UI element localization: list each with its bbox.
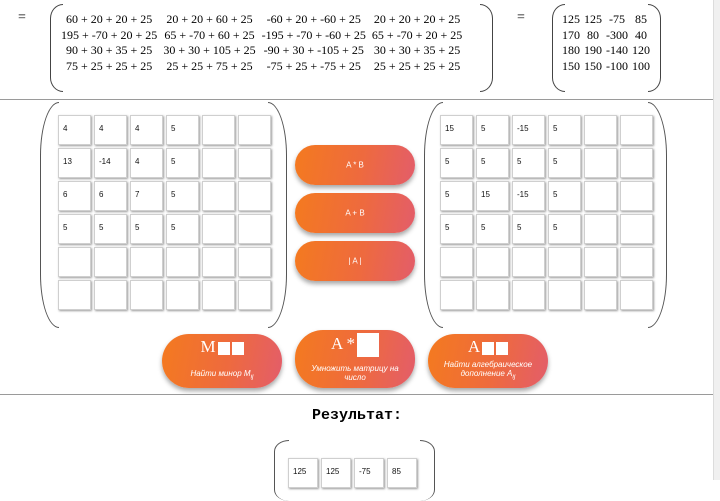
result-cell: -300 xyxy=(606,27,628,42)
expression-cell: 25 + 25 + 25 + 25 xyxy=(373,58,461,73)
matrix-a-cell[interactable]: 4 xyxy=(58,115,91,145)
matrix-a-cell[interactable]: 4 xyxy=(130,115,163,145)
result-matrix-right-paren xyxy=(420,440,435,501)
expression-cell: -60 + 20 + -60 + 25 xyxy=(266,12,361,26)
expression-cell: 65 + -70 + 60 + 25 xyxy=(164,27,255,42)
matrix-b-cell[interactable] xyxy=(584,115,617,145)
matrix-a-cell[interactable] xyxy=(238,148,271,178)
matrix-b-cell[interactable]: 5 xyxy=(548,181,581,211)
matrix-b-cell[interactable]: 5 xyxy=(476,214,509,244)
minor-symbol-letter: M xyxy=(200,337,216,356)
add-button-label: A + B xyxy=(345,208,365,218)
result-cell: 125 xyxy=(584,12,602,26)
expression-cell: 65 + -70 + 20 + 25 xyxy=(371,27,463,42)
matrix-a-left-paren xyxy=(40,102,59,328)
matrix-b-cell[interactable]: 5 xyxy=(548,214,581,244)
scalar-multiply-button[interactable] xyxy=(295,330,415,388)
result-cell: 80 xyxy=(587,27,599,42)
divider-top xyxy=(0,99,714,100)
matrix-b-right-paren xyxy=(648,102,667,328)
matrix-a-cell[interactable] xyxy=(238,280,271,310)
matrix-b-cell[interactable]: 5 xyxy=(476,148,509,178)
expression-cell: 90 + 30 + 35 + 25 xyxy=(66,43,153,58)
matrix-a-cell[interactable] xyxy=(238,115,271,145)
result-title: Результат: xyxy=(311,407,402,424)
matrix-a-cell[interactable] xyxy=(202,247,235,277)
matrix-b-cell[interactable] xyxy=(512,280,545,310)
cofactor-symbol xyxy=(428,337,548,357)
expression-cell: -90 + 30 + -105 + 25 xyxy=(263,43,364,58)
minor-index-j-box[interactable] xyxy=(232,342,244,355)
matrix-a-cell[interactable]: 5 xyxy=(166,115,199,145)
expression-cell: 60 + 20 + 20 + 25 xyxy=(66,12,153,26)
matrix-b-cell[interactable] xyxy=(476,247,509,277)
scalar-symbol xyxy=(295,333,415,357)
leading-equals-sign: = xyxy=(18,10,26,25)
result-matrix-grid xyxy=(288,458,417,488)
expression-cell: 20 + 20 + 60 + 25 xyxy=(166,12,253,26)
vertical-scrollbar[interactable] xyxy=(713,0,720,480)
matrix-b-cell[interactable] xyxy=(584,214,617,244)
result-cell: -100 xyxy=(606,58,628,73)
expression-cell: -75 + 25 + -75 + 25 xyxy=(266,58,361,73)
multiply-button[interactable] xyxy=(295,145,415,185)
result-cell: 180 xyxy=(562,43,580,58)
matrix-a-cell[interactable] xyxy=(202,115,235,145)
matrix-b-cell[interactable]: 5 xyxy=(548,115,581,145)
matrix-b-cell[interactable]: -15 xyxy=(512,181,545,211)
cofactor-index-j-box[interactable] xyxy=(496,342,508,355)
result-cell: 170 xyxy=(562,27,580,42)
result-cell: 150 xyxy=(584,58,602,73)
find-cofactor-button[interactable] xyxy=(428,334,548,388)
minor-caption-text: Найти минор M xyxy=(190,369,251,379)
matrix-b-cell[interactable] xyxy=(476,280,509,310)
result-cell: 40 xyxy=(635,27,647,42)
expression-matrix xyxy=(58,12,465,74)
matrix-a-cell[interactable]: 6 xyxy=(94,181,127,211)
matrix-b-cell[interactable] xyxy=(584,148,617,178)
result-cell: 85 xyxy=(635,12,647,26)
matrix-a-cell[interactable] xyxy=(130,247,163,277)
expression-cell: 25 + 25 + 75 + 25 xyxy=(166,58,253,73)
result-matrix-cell: -75 xyxy=(354,458,384,488)
result-cell: 150 xyxy=(562,58,580,73)
matrix-a-cell[interactable] xyxy=(202,148,235,178)
matrix-a-cell[interactable]: 6 xyxy=(58,181,91,211)
result-cell: -75 xyxy=(609,12,625,26)
matrix-b-cell[interactable]: 5 xyxy=(440,181,473,211)
matrix-b-cell[interactable]: 5 xyxy=(512,214,545,244)
matrix-b-cell[interactable]: 15 xyxy=(440,115,473,145)
minor-symbol xyxy=(162,337,282,357)
matrix-a-cell[interactable] xyxy=(94,280,127,310)
matrix-b-cell[interactable]: 15 xyxy=(476,181,509,211)
matrix-b-cell[interactable] xyxy=(440,280,473,310)
matrix-a-cell[interactable] xyxy=(130,280,163,310)
matrix-a-cell[interactable] xyxy=(238,214,271,244)
matrix-a-cell[interactable]: 5 xyxy=(166,148,199,178)
matrix-a-cell[interactable] xyxy=(202,214,235,244)
divider-bottom xyxy=(0,394,714,395)
matrix-b-cell[interactable]: 5 xyxy=(512,148,545,178)
expression-cell: 75 + 25 + 25 + 25 xyxy=(66,58,153,73)
matrix-a-cell[interactable]: 5 xyxy=(166,214,199,244)
cofactor-index-i-box[interactable] xyxy=(482,342,494,355)
matrix-a-cell[interactable]: 5 xyxy=(166,181,199,211)
matrix-a-cell[interactable] xyxy=(94,247,127,277)
multiply-button-label: A * B xyxy=(346,160,364,170)
expression-cell: 30 + 30 + 35 + 25 xyxy=(373,43,461,58)
matrix-a-cell[interactable]: 13 xyxy=(58,148,91,178)
matrix-a-cell[interactable] xyxy=(202,280,235,310)
matrix-a-cell[interactable] xyxy=(238,247,271,277)
expression-cell: 30 + 30 + 105 + 25 xyxy=(163,43,256,58)
matrix-a-cell[interactable]: 4 xyxy=(94,115,127,145)
result-cell: 190 xyxy=(584,43,602,58)
result-matrix-left-paren xyxy=(274,440,289,501)
matrix-b-cell[interactable] xyxy=(440,247,473,277)
expression-cell: 195 + -70 + 20 + 25 xyxy=(61,27,158,42)
result-cell: 125 xyxy=(562,12,580,26)
matrix-a-cell[interactable]: -14 xyxy=(94,148,127,178)
matrix-b-cell[interactable] xyxy=(584,247,617,277)
matrix-a-right-paren xyxy=(268,102,287,328)
result-matrix-top xyxy=(560,12,652,74)
result-matrix-cell: 85 xyxy=(387,458,417,488)
expression-cell: -195 + -70 + -60 + 25 xyxy=(261,27,366,42)
matrix-a-cell[interactable]: 5 xyxy=(94,214,127,244)
matrix-a-cell[interactable] xyxy=(166,247,199,277)
matrix-a-cell[interactable] xyxy=(58,247,91,277)
minor-caption xyxy=(168,369,276,382)
matrix-a-cell[interactable]: 4 xyxy=(130,148,163,178)
matrix-b-cell[interactable]: 5 xyxy=(440,148,473,178)
determinant-button[interactable] xyxy=(295,241,415,281)
matrix-a-cell[interactable] xyxy=(202,181,235,211)
expression-cell: 20 + 20 + 20 + 25 xyxy=(373,12,461,26)
result-matrix-cell: 125 xyxy=(288,458,318,488)
scalar-symbol-text: A * xyxy=(330,333,356,353)
cofactor-symbol-letter: A xyxy=(467,337,481,356)
matrix-a-cell[interactable] xyxy=(238,181,271,211)
minor-caption-sub: ij xyxy=(250,374,254,381)
find-minor-button[interactable] xyxy=(162,334,282,388)
matrix-b-cell[interactable] xyxy=(548,280,581,310)
add-button[interactable] xyxy=(295,193,415,233)
matrix-a-cell[interactable] xyxy=(166,280,199,310)
matrix-a-cell[interactable]: 5 xyxy=(130,214,163,244)
matrix-b-cell[interactable]: 5 xyxy=(548,148,581,178)
cofactor-caption xyxy=(434,360,542,382)
matrix-a-cell[interactable]: 7 xyxy=(130,181,163,211)
determinant-button-label: | A | xyxy=(348,256,362,266)
matrix-b-cell[interactable]: 5 xyxy=(476,115,509,145)
matrix-b-grid xyxy=(440,115,653,310)
result-cell: -140 xyxy=(606,43,628,58)
result-matrix-cell: 125 xyxy=(321,458,351,488)
matrix-a-grid xyxy=(58,115,271,310)
scalar-caption: Умножить матрицу на число xyxy=(311,364,399,382)
cofactor-caption-sub: ij xyxy=(512,374,516,381)
result-cell: 100 xyxy=(632,58,650,73)
matrix-b-cell[interactable] xyxy=(512,247,545,277)
matrix-b-cell[interactable] xyxy=(548,247,581,277)
result-right-paren xyxy=(648,4,661,92)
matrix-b-cell[interactable]: -15 xyxy=(512,115,545,145)
matrix-a-cell[interactable] xyxy=(58,280,91,310)
result-cell: 120 xyxy=(632,43,650,58)
matrix-b-cell[interactable] xyxy=(584,181,617,211)
minor-index-i-box[interactable] xyxy=(218,342,230,355)
matrix-b-cell[interactable]: 5 xyxy=(440,214,473,244)
scalar-number-box[interactable] xyxy=(357,333,379,357)
matrix-b-cell[interactable] xyxy=(584,280,617,310)
cofactor-caption-text: Найти алгебраическое дополнение A xyxy=(443,360,533,379)
matrix-a-cell[interactable]: 5 xyxy=(58,214,91,244)
expression-right-paren xyxy=(480,4,493,92)
result-equals-sign: = xyxy=(517,10,525,25)
